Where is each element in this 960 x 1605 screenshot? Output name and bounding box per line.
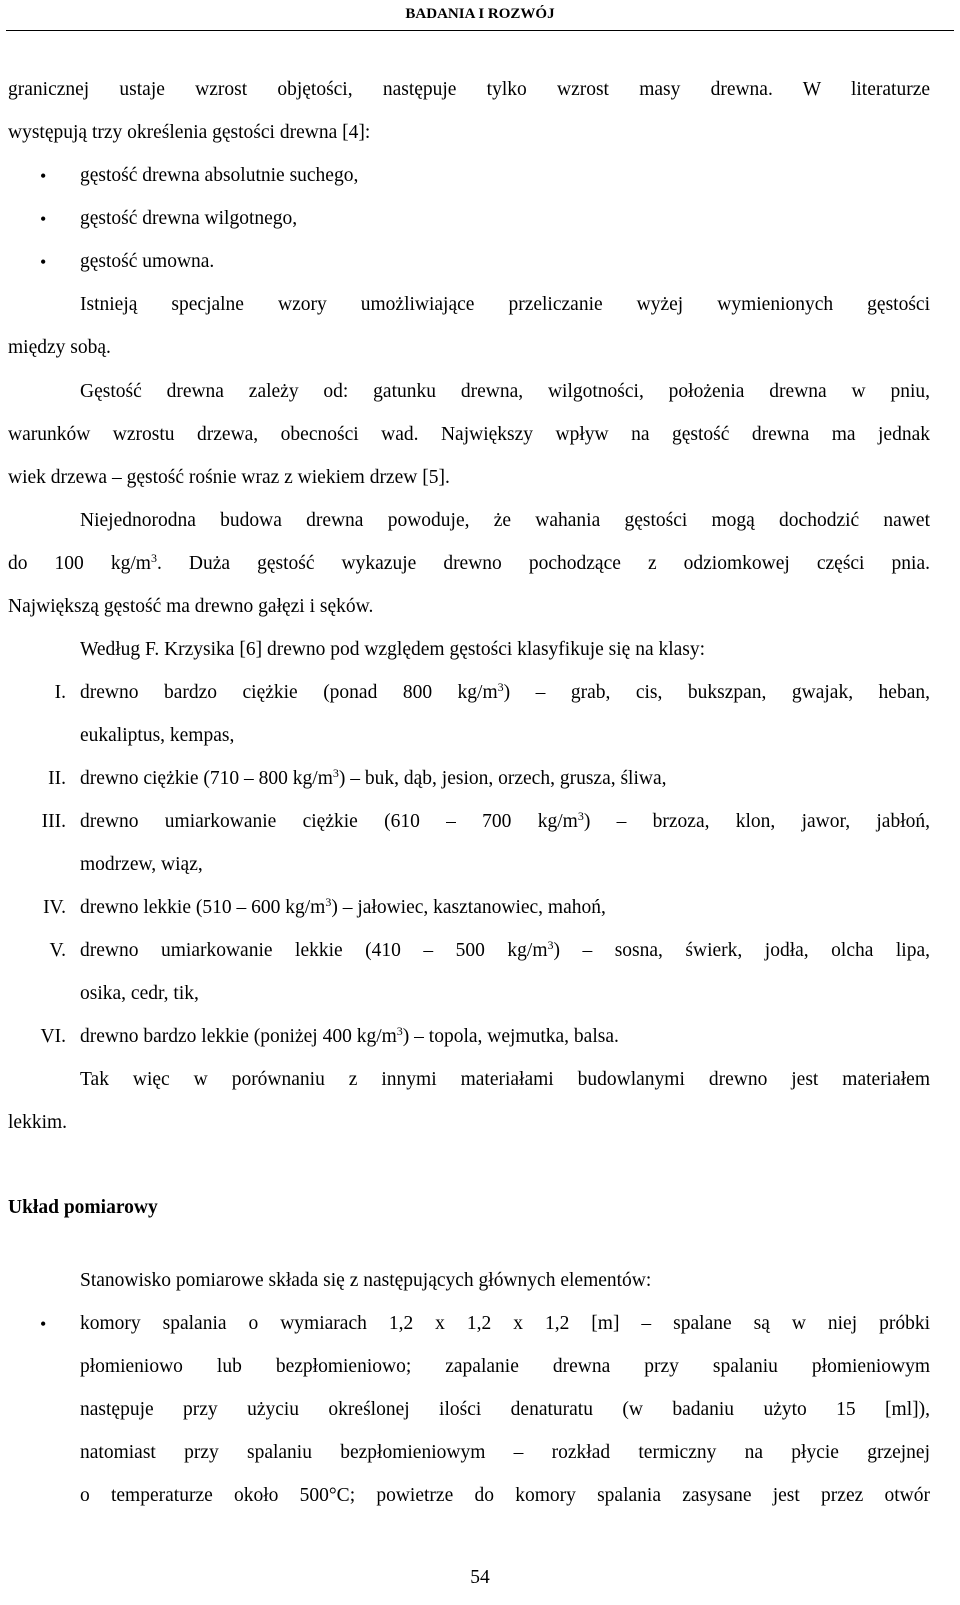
class-line: drewno ciężkie (710 – 800 $kg/m^3$) – buk, dąb, jesion, orzech, grusza, śliwa,: [80, 766, 667, 789]
section-heading: Układ pomiarowy: [8, 1197, 158, 1218]
paragraph-line: Stanowisko pomiarowe składa się z następujących głównych elementów:: [80, 1270, 652, 1291]
list-item-line: o temperaturze około 500°C; powietrze do komory spalania zasysane jest przez otwór: [80, 1485, 930, 1506]
paragraph-line: Tak więc w porównaniu z innymi materiałami budowlanymi drewno jest materiałem: [80, 1069, 930, 1090]
list-item-line: następuje przy użyciu określonej ilości denaturatu (w badaniu użyto 15 [ml]),: [80, 1399, 930, 1420]
class-line-cont: eukaliptus, kempas,: [80, 725, 235, 746]
header-rule: [6, 30, 954, 31]
paragraph-line: wiek drzewa – gęstość rośnie wraz z wiekiem drzew [5].: [8, 467, 450, 488]
paragraph-line: granicznej ustaje wzrost objętości, następuje tylko wzrost masy drewna. W literaturze: [8, 79, 930, 100]
page-number: 54: [470, 1567, 490, 1588]
list-item: gęstość drewna absolutnie suchego,: [80, 165, 359, 186]
class-line-cont: modrzew, wiąz,: [80, 854, 203, 875]
bullet-icon: •: [40, 1314, 47, 1334]
class-number: II.: [48, 768, 66, 789]
class-line: drewno lekkie (510 – 600 $kg/m^3$) – jałowiec, kasztanowiec, mahoń,: [80, 895, 606, 918]
paragraph-line: warunków wzrostu drzewa, obecności wad. Największy wpływ na gęstość drewna ma jednak: [8, 424, 930, 445]
class-line: drewno umiarkowanie lekkie (410 – 500 $kg/m^3$) – sosna, świerk, jodła, olcha lipa,: [80, 938, 930, 961]
bullet-icon: •: [40, 209, 47, 229]
bullet-icon: •: [40, 252, 47, 272]
class-number: IV.: [43, 897, 66, 918]
paragraph-line: Największą gęstość ma drewno gałęzi i sęków.: [8, 596, 374, 617]
paragraph-line: między sobą.: [8, 337, 111, 358]
paragraph-line: występują trzy określenia gęstości drewna [4]:: [8, 122, 371, 143]
paragraph-line: Według F. Krzysika [6] drewno pod względem gęstości klasyfikuje się na klasy:: [80, 639, 706, 660]
class-number: V.: [49, 940, 66, 961]
paragraph-line: lekkim.: [8, 1112, 68, 1133]
paragraph-line: Istnieją specjalne wzory umożliwiające przeliczanie wyżej wymienionych gęstości: [80, 294, 930, 315]
paragraph-line: do 100 $kg/m^3$. Duża gęstość wykazuje drewno pochodzące z odziomkowej części pnia.: [8, 551, 930, 574]
class-number: III.: [41, 811, 66, 832]
class-line: drewno bardzo ciężkie (ponad 800 $kg/m^3$) – grab, cis, bukszpan, gwajak, heban,: [80, 680, 930, 703]
list-item-line: płomieniowo lub bezpłomieniowo; zapalanie drewna przy spalaniu płomieniowym: [80, 1356, 930, 1377]
paragraph-line: Gęstość drewna zależy od: gatunku drewna, wilgotności, położenia drewna w pniu,: [80, 381, 930, 402]
running-header: BADANIA I ROZWÓJ: [405, 6, 555, 22]
bullet-icon: •: [40, 166, 47, 186]
list-item: gęstość drewna wilgotnego,: [80, 208, 298, 229]
paragraph-line: Niejednorodna budowa drewna powoduje, że wahania gęstości mogą dochodzić nawet: [80, 510, 930, 531]
class-number: I.: [54, 682, 66, 703]
list-item: gęstość umowna.: [80, 251, 215, 272]
class-line: drewno umiarkowanie ciężkie (610 – 700 $kg/m^3$) – brzoza, klon, jawor, jabłoń,: [80, 809, 930, 832]
list-item-line: natomiast przy spalaniu bezpłomieniowym – rozkład termiczny na płycie grzejnej: [80, 1442, 930, 1463]
class-line: drewno bardzo lekkie (poniżej 400 $kg/m^3$) – topola, wejmutka, balsa.: [80, 1024, 619, 1047]
list-item-line: komory spalania o wymiarach 1,2 x 1,2 x 1,2 [m] – spalane są w niej próbki: [80, 1313, 930, 1334]
class-number: VI.: [40, 1026, 66, 1047]
class-line-cont: osika, cedr, tik,: [80, 983, 199, 1004]
